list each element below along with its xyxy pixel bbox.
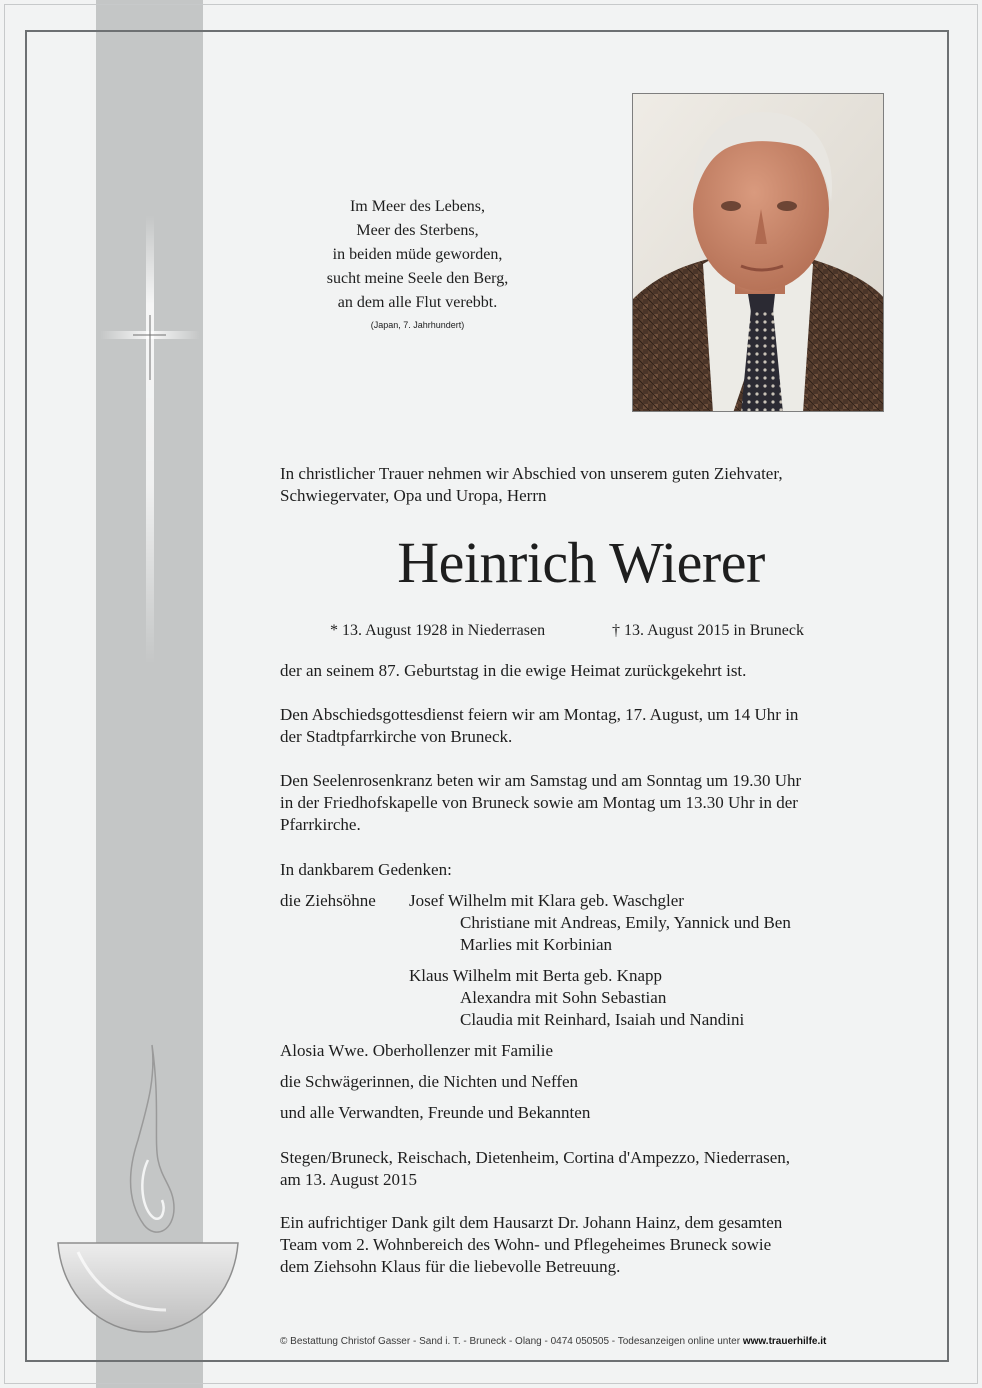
funeral-service-paragraph — [280, 704, 798, 748]
verse-line: in beiden müde geworden, — [332, 246, 503, 263]
flame-icon — [110, 1040, 190, 1240]
son-entry: Klaus Wilhelm mit Berta geb. Knapp — [409, 966, 663, 985]
mourners-heading: In dankbarem Gedenken: — [280, 860, 452, 879]
grandchild-entry: Alexandra mit Sohn Sebastian — [460, 988, 667, 1007]
grandchild-entry: Claudia mit Reinhard, Isaiah und Nandini — [460, 1010, 745, 1029]
mourner-entry: die Schwägerinnen, die Nichten und Neffen — [280, 1072, 579, 1091]
portrait-photo — [632, 93, 884, 412]
portrait-illustration — [633, 94, 884, 412]
mourner-entry: Alosia Wwe. Oberhollenzer mit Familie — [280, 1041, 554, 1060]
service-line: der Stadtpfarrkirche von Bruneck. — [280, 727, 513, 746]
grandchild-entry: Marlies mit Korbinian — [460, 935, 613, 954]
service-line: Den Abschiedsgottesdienst feiern wir am Montag, 17. August, um 14 Uhr in — [280, 705, 799, 724]
death-date: † 13. August 2015 in Bruneck — [612, 622, 804, 639]
footer — [280, 1335, 826, 1349]
verse-line: sucht meine Seele den Berg, — [326, 270, 509, 287]
places-line: Stegen/Bruneck, Reischach, Dietenheim, Cortina d'Ampezzo, Niederrasen, — [280, 1148, 791, 1167]
footer-link[interactable]: www.trauerhilfe.it — [742, 1336, 827, 1347]
intro-paragraph — [280, 463, 783, 507]
rosary-paragraph — [280, 770, 801, 836]
places-line: am 13. August 2015 — [280, 1170, 417, 1189]
verse-line: Im Meer des Lebens, — [349, 198, 486, 215]
mourners-role: die Ziehsöhne — [280, 891, 376, 910]
lamp-bowl-icon — [56, 1240, 240, 1335]
rosary-line: Pfarrkirche. — [280, 815, 361, 834]
verse-source: (Japan, 7. Jahrhundert) — [370, 320, 465, 330]
footer-text: © Bestattung Christof Gasser - Sand i. T. - Bruneck - Olang - 0474 050505 - Todesanzeigen online unter — [280, 1336, 741, 1347]
intro-line: Schwiegervater, Opa und Uropa, Herrn — [280, 486, 547, 505]
verse-line: an dem alle Flut verebbt. — [337, 294, 498, 311]
deceased-name: Heinrich Wierer — [397, 530, 765, 595]
mourner-entry: und alle Verwandten, Freunde und Bekannten — [280, 1103, 591, 1122]
gratitude-line: Ein aufrichtiger Dank gilt dem Hausarzt Dr. Johann Hainz, dem gesamten — [280, 1213, 783, 1232]
places-paragraph — [280, 1147, 790, 1191]
intro-line: In christlicher Trauer nehmen wir Abschied von unserem guten Ziehvater, — [280, 464, 783, 483]
gratitude-line: dem Ziehsohn Klaus für die liebevolle Betreuung. — [280, 1257, 621, 1276]
verse — [290, 195, 545, 332]
verse-line: Meer des Sterbens, — [356, 222, 479, 239]
birth-date: * 13. August 1928 in Niederrasen — [330, 622, 546, 639]
gratitude-paragraph — [280, 1212, 782, 1278]
gratitude-line: Team vom 2. Wohnbereich des Wohn- und Pflegeheimes Bruneck sowie — [280, 1235, 772, 1254]
rosary-line: in der Friedhofskapelle von Bruneck sowie am Montag um 13.30 Uhr in der — [280, 793, 798, 812]
passing-text: der an seinem 87. Geburtstag in die ewige Heimat zurückgekehrt ist. — [280, 661, 747, 680]
cross-icon — [100, 215, 200, 665]
rosary-line: Den Seelenrosenkranz beten wir am Samstag und am Sonntag um 19.30 Uhr — [280, 771, 802, 790]
grandchild-entry: Christiane mit Andreas, Emily, Yannick und Ben — [460, 913, 791, 932]
son-entry: Josef Wilhelm mit Klara geb. Waschgler — [409, 891, 684, 910]
